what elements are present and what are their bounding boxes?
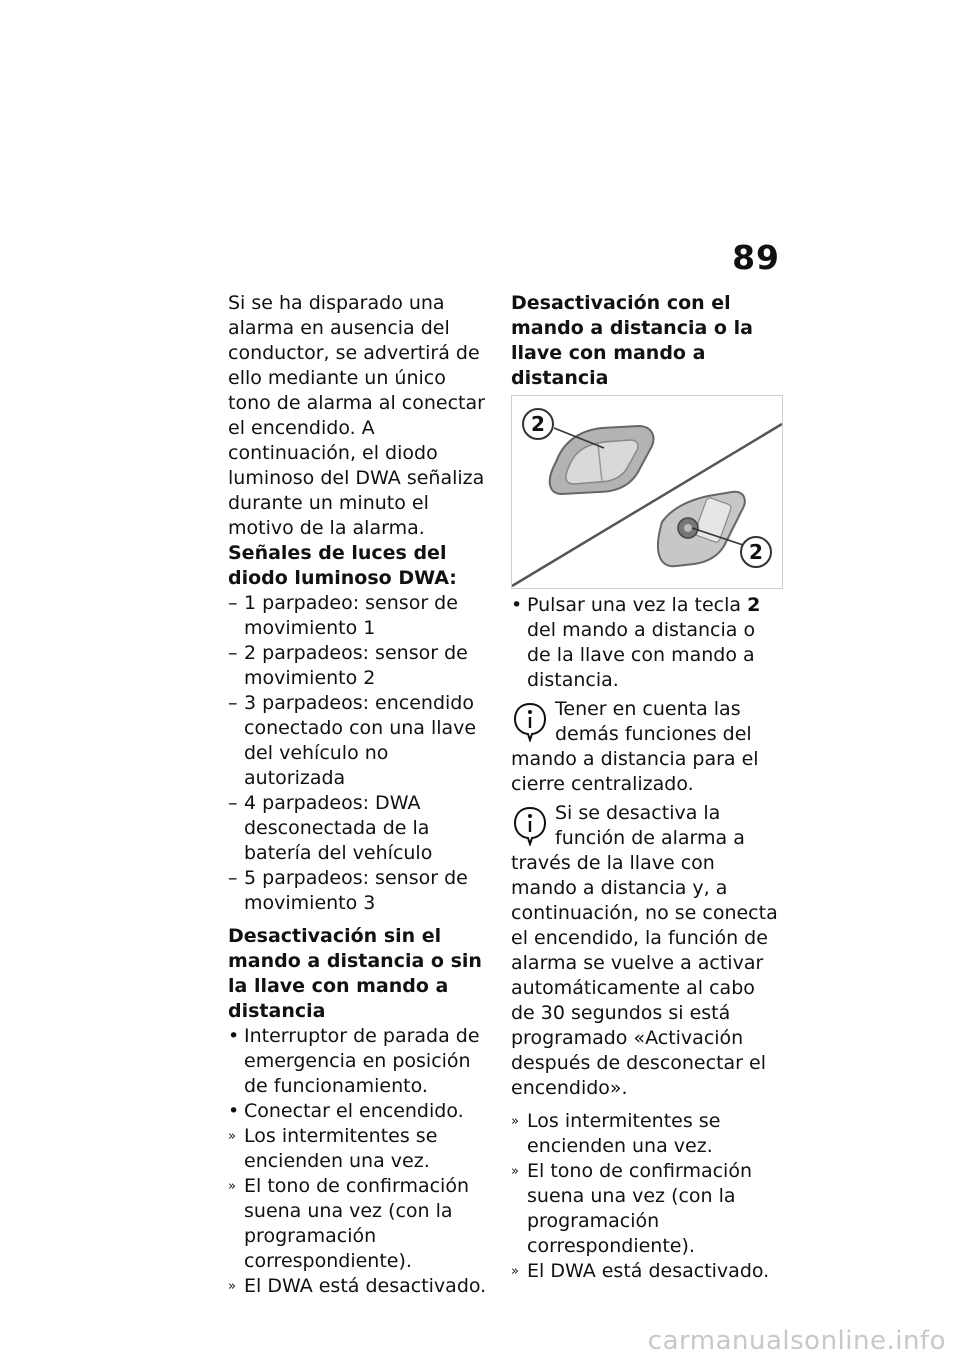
key-fob-figure: [511, 395, 783, 589]
svg-text:2: 2: [749, 540, 763, 564]
right-column: [511, 291, 783, 1284]
list-item: – 3 parpadeos: encendido conectado con una llave del vehículo no autorizada: [228, 692, 477, 789]
list-item: • Interruptor de parada de emergencia en posición de funcionamiento.: [228, 1025, 480, 1097]
deactivation-heading: Desactivación sin el mando a distancia o sin la llave con mando a distancia: [228, 925, 482, 1022]
list-item: » El tono de confirmación suena una vez (con la programación correspondiente).: [511, 1160, 752, 1257]
list-item: – 4 parpadeos: DWA desconectada de la batería del vehículo: [228, 792, 433, 864]
result-arrow-icon: »: [228, 1179, 236, 1194]
steps-list: [228, 1024, 490, 1124]
signals-list: [228, 591, 490, 916]
key-fob-lower: [658, 492, 745, 566]
list-item: » El tono de confirmación suena una vez (con la programación correspondiente).: [228, 1175, 469, 1272]
result-arrow-icon: »: [511, 1164, 519, 1179]
remote-steps-list: [511, 593, 783, 693]
list-item: • Pulsar una vez la tecla 2 del mando a distancia o de la llave con mando a distancia.: [511, 594, 761, 691]
info-icon: [511, 804, 549, 846]
result-arrow-icon: »: [228, 1129, 236, 1144]
dash-icon: –: [228, 642, 238, 664]
remote-results-list: [511, 1109, 783, 1284]
list-item: – 5 parpadeos: sensor de movimiento 3: [228, 867, 468, 914]
dash-icon: –: [228, 867, 238, 889]
key-fob-illustration: [512, 396, 782, 588]
list-item: – 1 parpadeo: sensor de movimiento 1: [228, 592, 458, 639]
dash-icon: –: [228, 792, 238, 814]
callout-upper: [523, 409, 553, 439]
results-list: [228, 1124, 490, 1299]
page-number: 89: [732, 238, 780, 277]
watermark: carmanualsonline.info: [647, 1326, 946, 1356]
info-note: Si se desactiva la función de alarma a través de la llave con mando a distancia y, a continuación, no se conecta el encendido, la función de alarma se vuelve a activar automáticamente al cabo de 30 segundos si está programado «Activación después de desconectar el encendido».: [511, 802, 778, 1099]
remote-deactivation-heading: Desactivación con el mando a distancia o la llave con mando a distancia: [511, 292, 753, 389]
dash-icon: –: [228, 692, 238, 714]
info-icon: [511, 700, 549, 742]
list-item: » Los intermitentes se encienden una vez.: [511, 1110, 721, 1157]
key-label: 2: [747, 594, 761, 616]
list-item: » El DWA está desactivado.: [228, 1275, 487, 1297]
svg-text:2: 2: [531, 412, 545, 436]
list-item: » El DWA está desactivado.: [511, 1260, 770, 1282]
list-item: » Los intermitentes se encienden una vez.: [228, 1125, 438, 1172]
key-fob-upper: [550, 426, 654, 494]
bullet-icon: •: [228, 1025, 240, 1047]
bullet-icon: •: [511, 594, 523, 616]
result-arrow-icon: »: [511, 1114, 519, 1129]
info-note: Tener en cuenta las demás funciones del mando a distancia para el cierre centralizado.: [511, 698, 759, 795]
bullet-icon: •: [228, 1100, 240, 1122]
result-arrow-icon: »: [228, 1279, 236, 1294]
result-arrow-icon: »: [511, 1264, 519, 1279]
intro-paragraph: Si se ha disparado una alarma en ausencia del conductor, se advertirá de ello mediante un único tono de alarma al conectar el encendido. A continuación, el diodo luminoso del DWA señaliza durante un minuto el motivo de la alarma.: [228, 292, 485, 539]
list-item: • Conectar el encendido.: [228, 1100, 464, 1122]
dash-icon: –: [228, 592, 238, 614]
signals-heading: Señales de luces del diodo luminoso DWA:: [228, 542, 457, 589]
callout-lower: [741, 537, 771, 567]
list-item: – 2 parpadeos: sensor de movimiento 2: [228, 642, 468, 689]
left-column: [228, 291, 490, 1299]
